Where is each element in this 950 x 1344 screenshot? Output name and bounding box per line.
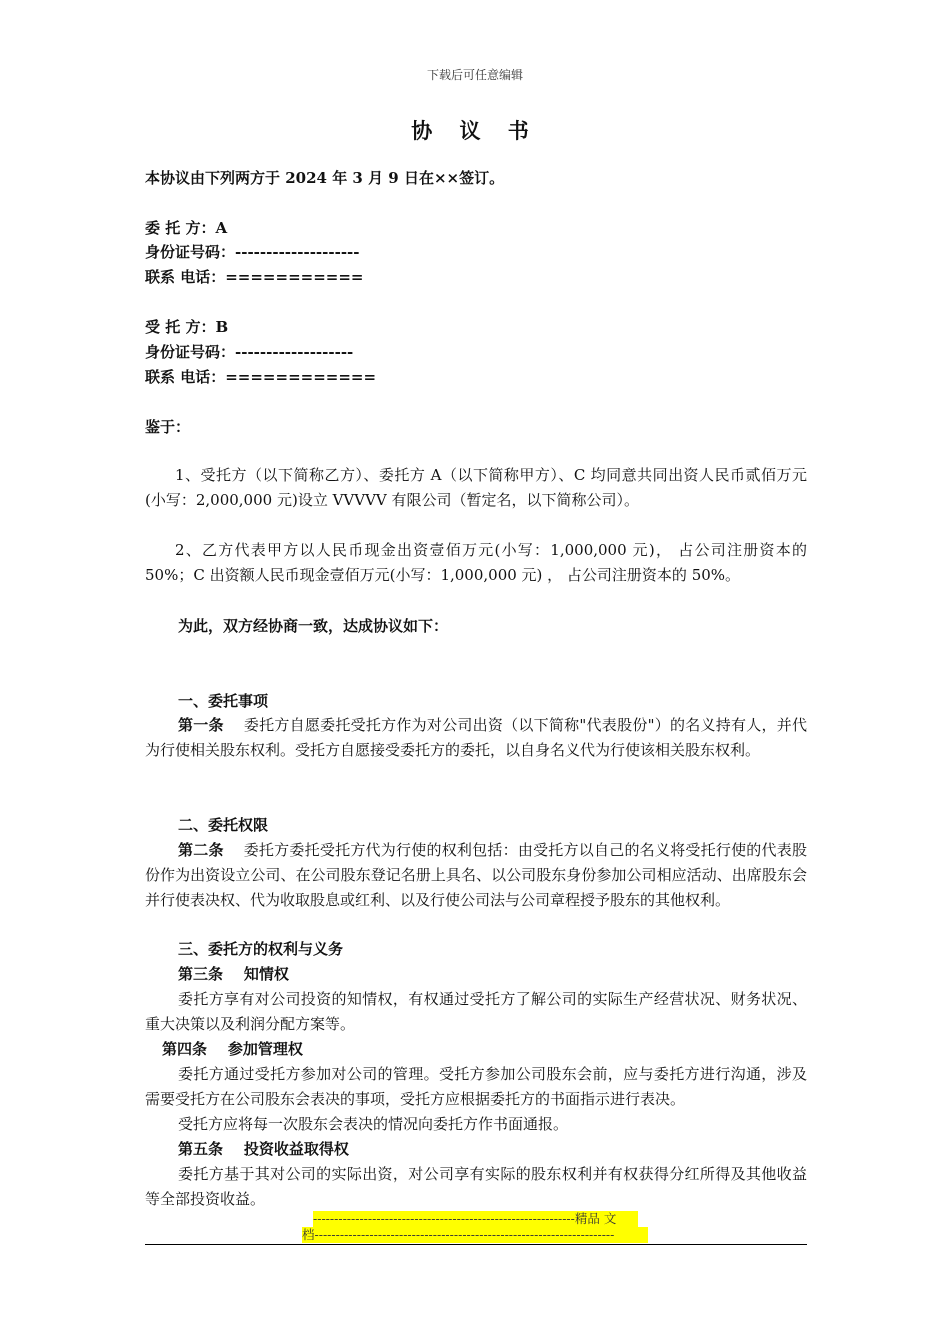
article-1-label: 第一条 — [178, 716, 224, 734]
party-b-phone: 联系 电话：============ — [145, 368, 377, 386]
article-1 — [145, 713, 807, 763]
recital-1: 1、受托方（以下简称乙方）、委托方 A（以下简称甲方）、C 均同意共同出资人民币贰佰万元(小写：2,000,000 元)设立 VVVVV 有限公司（暂定名，以下简称公司）。 — [145, 466, 807, 509]
article-5-text: 委托方基于其对公司的实际出资，对公司享有实际的股东权利并有权获得分红所得及其他收益等全部投资收益。 — [145, 1165, 807, 1208]
article-4-text-1: 委托方通过受托方参加对公司的管理。受托方参加公司股东会前，应与委托方进行沟通，涉及需要受托方在公司股东会表决的事项，受托方应根据委托方的书面指示进行表决。 — [145, 1065, 807, 1108]
article-2 — [145, 838, 807, 913]
article-2-text: 委托方委托受托方代为行使的权利包括：由受托方以自己的名义将受托行使的代表股份作为出资设立公司、在公司股东登记名册上具名、以公司股东身份参加公司相应活动、出席股东会并行使表决权、代为收取股息或红利、以及行使公司法与公司章程授予股东的其他权利。 — [145, 841, 807, 909]
party-b-name: 受 托 方：B — [145, 318, 229, 336]
section-2-heading: 二、委托权限 — [178, 816, 269, 834]
intro-line: 本协议由下列两方于 2024 年 3 月 9 日在××签订。 — [145, 169, 505, 187]
party-a-name: 委 托 方：A — [145, 219, 228, 237]
footer-watermark-line-2: 档----------------------------------------------------------------------- — [302, 1227, 648, 1243]
header-note: 下载后可任意编辑 — [426, 68, 523, 82]
article-3-text: 委托方享有对公司投资的知情权，有权通过受托方了解公司的实际生产经营状况、财务状况、重大决策以及利润分配方案等。 — [145, 990, 807, 1033]
article-1-text: 委托方自愿委托受托方作为对公司出资（以下简称"代表股份"）的名义持有人，并代为行使相关股东权利。受托方自愿接受委托方的委托，以自身名义代为行使该相关股东权利。 — [145, 716, 807, 759]
party-a-phone: 联系 电话：=========== — [145, 268, 364, 286]
article-3-heading: 第三条 知情权 — [178, 965, 289, 983]
section-3-heading: 三、委托方的权利与义务 — [178, 940, 344, 958]
article-4-text-2: 受托方应将每一次股东会表决的情况向委托方作书面通报。 — [178, 1115, 569, 1133]
party-b-id: 身份证号码：------------------- — [145, 343, 354, 361]
section-1-heading: 一、委托事项 — [178, 692, 269, 710]
agreement-line: 为此，双方经协商一致，达成协议如下： — [178, 617, 449, 635]
article-2-label: 第二条 — [178, 841, 224, 859]
article-5-heading: 第五条 投资收益取得权 — [178, 1140, 349, 1158]
footer-watermark-line-1: --------------------------------------------------------------精品 文 — [313, 1211, 638, 1227]
recital-2: 2、乙方代表甲方以人民币现金出资壹佰万元(小写：1,000,000 元)， 占公司注册资本的 50%；C 出资额人民币现金壹佰万元(小写：1,000,000 元) ， 占公司注册资本的 50%。 — [145, 541, 807, 584]
whereas-label: 鉴于： — [145, 418, 191, 436]
footer-rule — [145, 1244, 807, 1245]
page-title: 协 议 书 — [411, 118, 539, 143]
party-a-id: 身份证号码：-------------------- — [145, 243, 360, 261]
article-4-heading: 第四条 参加管理权 — [162, 1040, 303, 1058]
